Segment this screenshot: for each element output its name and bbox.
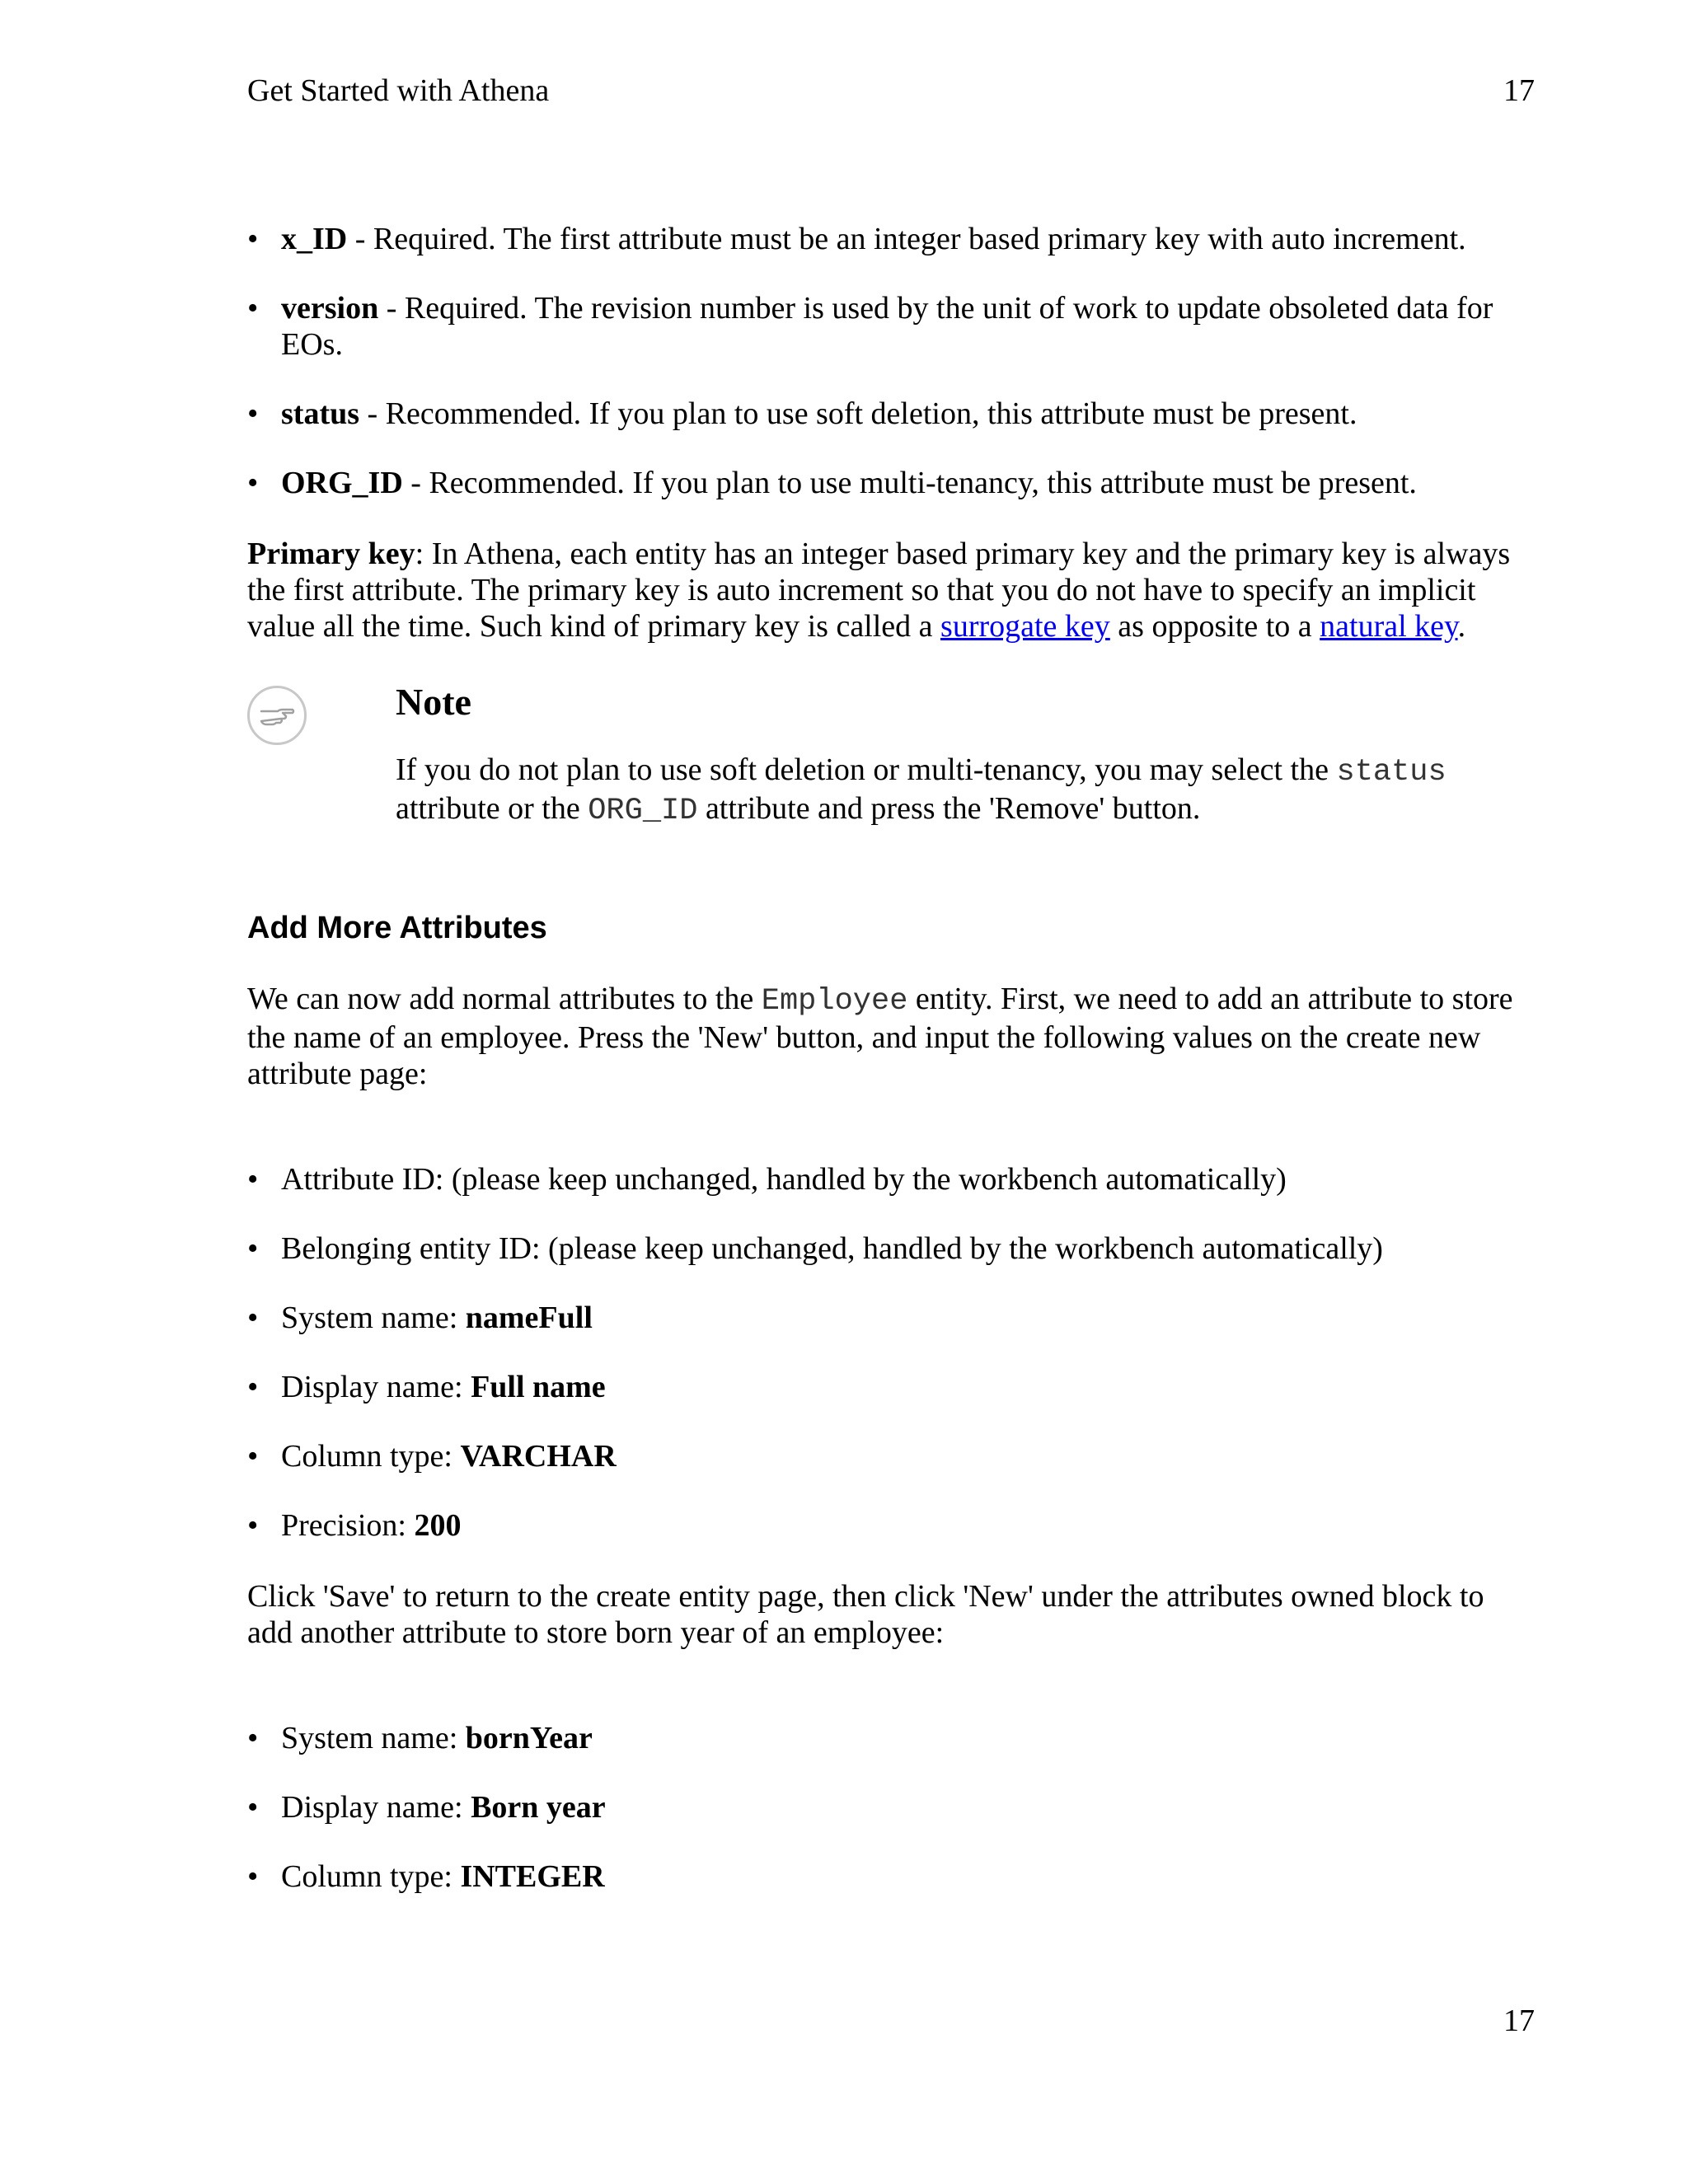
list-item: • Column type: INTEGER (247, 1858, 1535, 1895)
note-box (247, 679, 1535, 841)
year-attribute-list (247, 1720, 1535, 1895)
surrogate-key-link[interactable]: surrogate key (940, 609, 1110, 644)
primary-key-paragraph: Primary key: In Athena, each entity has an integer based primary key and the primary key is always the first attribute. The primary key is auto increment so that you do not have to specify an implicit value all the time. Such kind of primary key is called a surrogate key as opposite to a natural key. (247, 537, 1511, 644)
list-item: • Precision: 200 (247, 1507, 1535, 1544)
pointing-hand-icon-glyph (258, 701, 296, 729)
list-item: • System name: bornYear (247, 1720, 1535, 1756)
note-title: Note (396, 681, 471, 723)
intro-paragraph: We can now add normal attributes to the Employee entity. First, we need to add an attribute to store the name of an employee. Press the 'New' button, and input the following values on the create new attribute page: (247, 982, 1513, 1091)
code-org-id: ORG_ID (588, 794, 698, 828)
natural-key-link[interactable]: natural key (1320, 609, 1458, 644)
list-item: • status - Recommended. If you plan to use soft deletion, this attribute must be present. (247, 396, 1535, 432)
list-item: • Display name: Born year (247, 1789, 1535, 1825)
code-status: status (1336, 755, 1447, 790)
list-item: • System name: nameFull (247, 1300, 1535, 1336)
note-body: If you do not plan to use soft deletion or multi-tenancy, you may select the status attribute or the ORG_ID attribute and press the 'Remove' button. (396, 752, 1447, 828)
list-item: • x_ID - Required. The first attribute must be an integer based primary key with auto increment. (247, 221, 1535, 257)
list-item: • Display name: Full name (247, 1369, 1535, 1405)
list-item: • Belonging entity ID: (please keep unchanged, handled by the workbench automatically) (247, 1230, 1535, 1267)
list-item: • ORG_ID - Recommended. If you plan to use multi-tenancy, this attribute must be present. (247, 465, 1535, 501)
pointing-hand-icon (247, 686, 307, 745)
required-attributes-list (247, 221, 1535, 501)
save-paragraph: Click 'Save' to return to the create entity page, then click 'New' under the attributes owned block to add another attribute to store born year of an employee: (247, 1579, 1484, 1650)
list-item: • version - Required. The revision number is used by the unit of work to update obsoleted data for EOs. (247, 290, 1535, 363)
list-item: • Attribute ID: (please keep unchanged, handled by the workbench automatically) (247, 1161, 1535, 1197)
header-page-number: 17 (1503, 73, 1535, 108)
list-item: • Column type: VARCHAR (247, 1438, 1535, 1474)
section-heading: Add More Attributes (247, 911, 547, 945)
page-content (247, 221, 1535, 1895)
name-attribute-list (247, 1161, 1535, 1544)
footer-page-number: 17 (1503, 2004, 1535, 2038)
running-title: Get Started with Athena (247, 73, 550, 108)
code-employee: Employee (761, 984, 908, 1019)
page-header (247, 73, 1535, 109)
